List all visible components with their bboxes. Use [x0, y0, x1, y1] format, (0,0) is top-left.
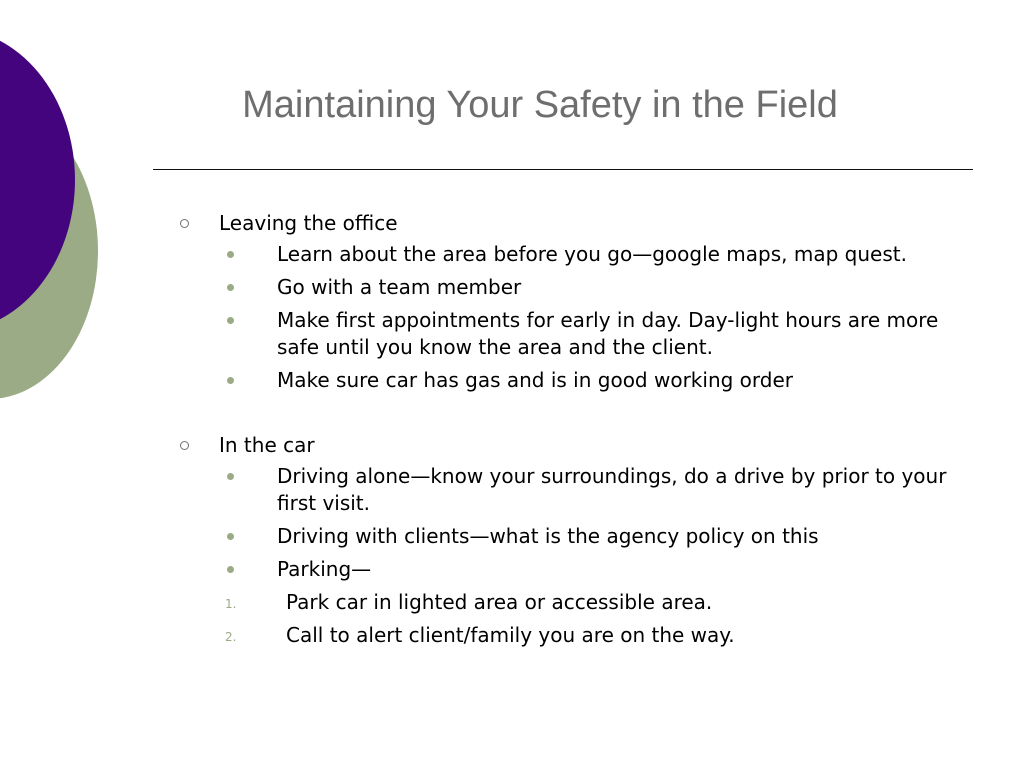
list-item-text: Learn about the area before you go—google maps, map quest.: [277, 242, 907, 266]
list-item: [180, 463, 980, 517]
dot-bullet-icon: [227, 251, 234, 258]
list-item-text: Parking—: [277, 557, 372, 581]
numbered-item-text: Call to alert client/family you are on the way.: [286, 623, 735, 647]
list-item: [180, 367, 980, 394]
section-heading-text: In the car: [219, 433, 315, 457]
dot-bullet-icon: [227, 566, 234, 573]
dot-bullet-icon: [227, 473, 234, 480]
list-item-text: Go with a team member: [277, 275, 522, 299]
item-number: 1.: [225, 597, 237, 611]
list-item: [180, 556, 980, 583]
list-item-text: Make first appointments for early in day. Day-light hours are more safe until you know the area and the client.: [277, 308, 939, 359]
slide-body: [180, 208, 980, 655]
list-item: [180, 274, 980, 301]
item-number: 2.: [225, 630, 237, 644]
section-heading-in-the-car: [180, 430, 980, 460]
list-item: [180, 241, 980, 268]
list-item: [180, 307, 980, 361]
list-item: [180, 523, 980, 550]
dot-bullet-icon: [227, 317, 234, 324]
title-divider: [153, 169, 973, 170]
dot-bullet-icon: [227, 284, 234, 291]
list-item-text: Driving with clients—what is the agency policy on this: [277, 524, 819, 548]
section-heading-leaving-office: [180, 208, 980, 238]
numbered-item: [180, 622, 980, 649]
hollow-circle-bullet-icon: [180, 219, 189, 228]
list-item-text: Make sure car has gas and is in good working order: [277, 368, 793, 392]
numbered-item: [180, 589, 980, 616]
dot-bullet-icon: [227, 533, 234, 540]
hollow-circle-bullet-icon: [180, 441, 189, 450]
dot-bullet-icon: [227, 377, 234, 384]
numbered-item-text: Park car in lighted area or accessible area.: [286, 590, 713, 614]
slide-title: Maintaining Your Safety in the Field: [242, 84, 838, 126]
section-heading-text: Leaving the office: [219, 211, 398, 235]
section-spacer: [180, 400, 980, 430]
list-item-text: Driving alone—know your surroundings, do a drive by prior to your first visit.: [277, 464, 947, 515]
